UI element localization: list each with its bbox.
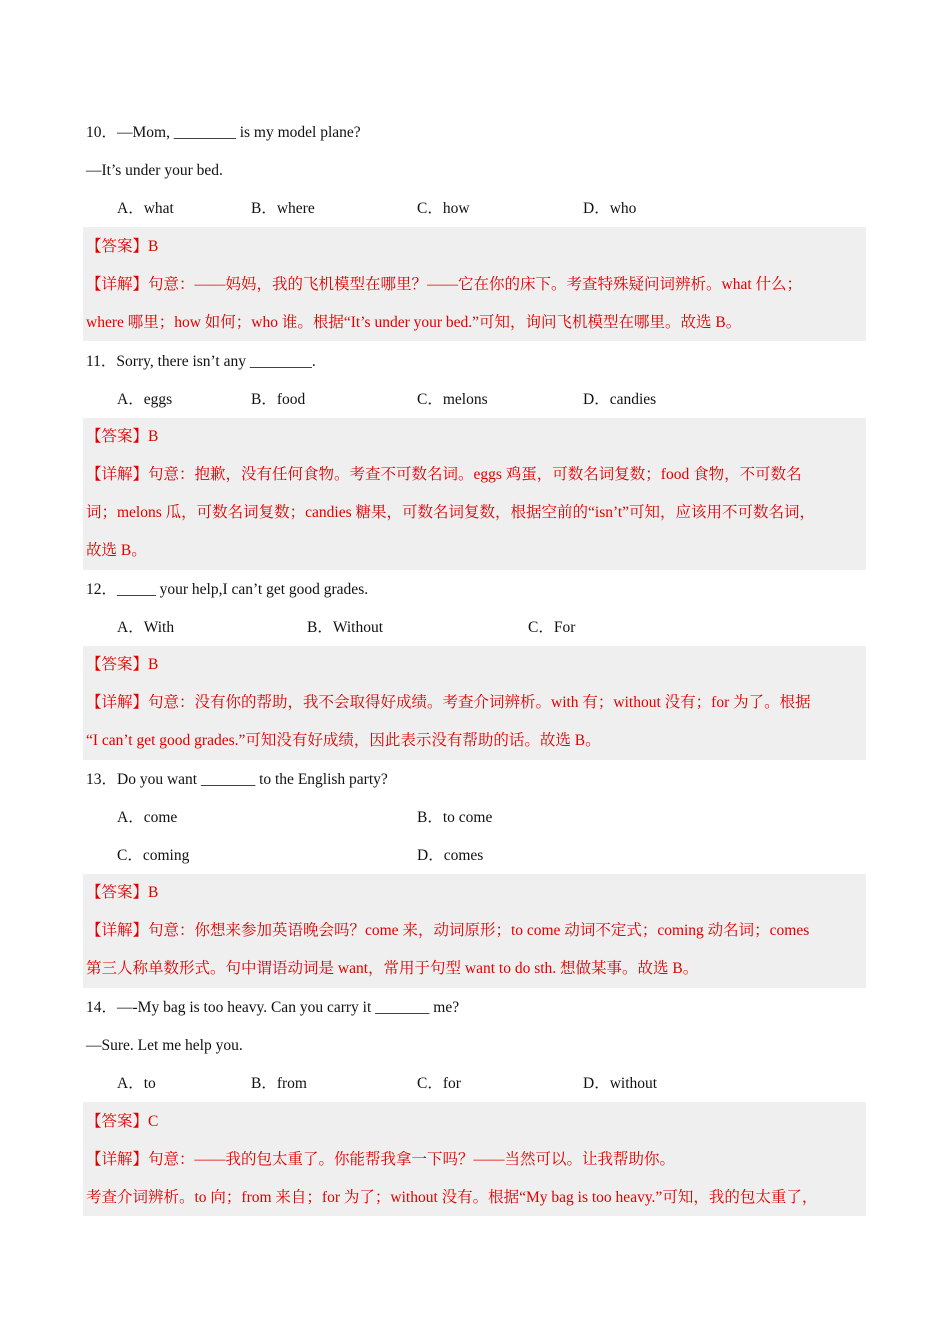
question-11-option-b: B．food xyxy=(251,391,306,408)
question-10-dialog: —It’s under your bed. xyxy=(86,162,223,179)
question-10-stem: 10．—Mom, ________ is my model plane? xyxy=(86,124,361,141)
question-11-answer: 【答案】B xyxy=(86,428,159,445)
question-10-option-c: C．how xyxy=(417,200,470,217)
question-13-option-a: A．come xyxy=(117,809,178,826)
question-11-stem: 11．Sorry, there isn’t any ________. xyxy=(86,353,316,370)
question-14-dialog: —Sure. Let me help you. xyxy=(86,1037,243,1054)
question-14-answer: 【答案】C xyxy=(86,1113,159,1130)
question-14-stem: 14．—-My bag is too heavy. Can you carry it _______ me? xyxy=(86,999,460,1016)
question-14-option-b: B．from xyxy=(251,1075,307,1092)
question-13-explain-line-2: 第三人称单数形式。句中谓语动词是 want，常用于句型 want to do sth. 想做某事。故选 B。 xyxy=(86,960,699,977)
question-11-explain-line-1: 【详解】句意：抱歉，没有任何食物。考查不可数名词。eggs 鸡蛋，可数名词复数；food 食物，不可数名 xyxy=(86,466,802,483)
question-10-explain-line-2: where 哪里；how 如何；who 谁。根据“It’s under your bed.”可知，询问飞机模型在哪里。故选 B。 xyxy=(86,314,742,331)
question-12-option-a: A．With xyxy=(117,619,175,636)
question-12-answer: 【答案】B xyxy=(86,656,159,673)
question-10-option-b: B．where xyxy=(251,200,315,217)
question-14-option-a: A．to xyxy=(117,1075,156,1092)
question-11-explain-line-3: 故选 B。 xyxy=(86,542,147,559)
question-11-explain-line-2: 词；melons 瓜，可数名词复数；candies 糖果，可数名词复数，根据空前的“isn’t”可知，应该用不可数名词， xyxy=(86,504,816,521)
question-13-answer: 【答案】B xyxy=(86,884,159,901)
question-10-answer: 【答案】B xyxy=(86,238,159,255)
question-14-explain-line-2: 考查介词辨析。to 向；from 来自；for 为了；without 没有。根据“My bag is too heavy.”可知，我的包太重了， xyxy=(86,1189,818,1206)
question-12-explain-line-2: “I can’t get good grades.”可知没有好成绩，因此表示没有帮助的话。故选 B。 xyxy=(86,732,601,749)
question-11-answer-box xyxy=(83,418,866,570)
question-14-explain-line-1: 【详解】句意：——我的包太重了。你能帮我拿一下吗？——当然可以。让我帮助你。 xyxy=(86,1151,676,1168)
question-14-option-d: D．without xyxy=(583,1075,658,1092)
question-12-stem: 12．_____ your help,I can’t get good grades. xyxy=(86,581,369,598)
question-13-option-c: C．coming xyxy=(117,847,190,864)
question-13-option-b: B．to come xyxy=(417,809,493,826)
question-11-option-a: A．eggs xyxy=(117,391,173,408)
question-10-option-d: D．who xyxy=(583,200,637,217)
question-13-option-d: D．comes xyxy=(417,847,484,864)
question-10-explain-line-1: 【详解】句意：——妈妈，我的飞机模型在哪里？——它在你的床下。考查特殊疑问词辨析。what 什么； xyxy=(86,276,803,293)
question-12-option-b: B．Without xyxy=(307,619,384,636)
question-12-explain-line-1: 【详解】句意：没有你的帮助，我不会取得好成绩。考查介词辨析。with 有；without 没有；for 为了。根据 xyxy=(86,694,811,711)
question-12-option-c: C．For xyxy=(528,619,576,636)
question-13-stem: 13．Do you want _______ to the English party? xyxy=(86,771,388,788)
question-13-explain-line-1: 【详解】句意：你想来参加英语晚会吗？come 来，动词原形；to come 动词不定式；coming 动名词；comes xyxy=(86,922,810,939)
question-14-option-c: C．for xyxy=(417,1075,461,1092)
question-11-option-d: D．candies xyxy=(583,391,657,408)
question-11-option-c: C．melons xyxy=(417,391,488,408)
question-10-option-a: A．what xyxy=(117,200,174,217)
